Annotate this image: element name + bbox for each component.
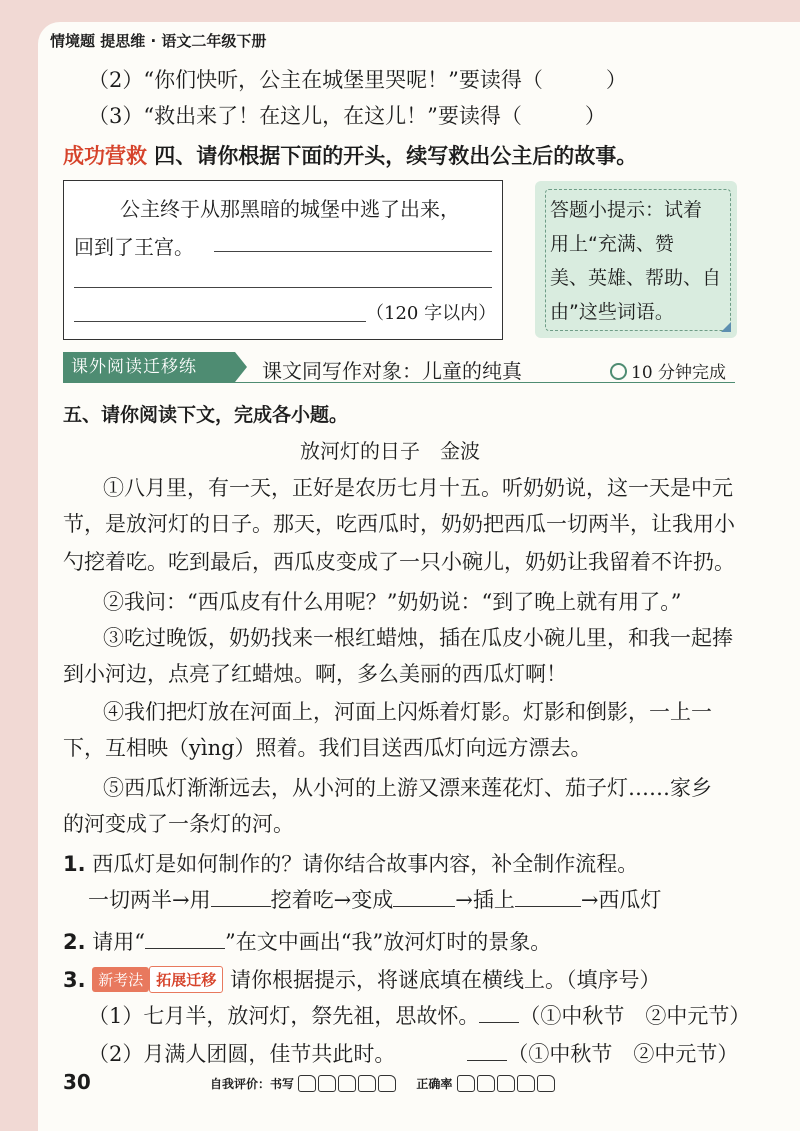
riddle-2: [88, 1038, 738, 1068]
word-limit: （120 字以内）: [366, 303, 497, 324]
passage-line: ③吃过晚饭，奶奶找来一根红蜡烛，插在瓜皮小碗儿里，和我一起捧: [103, 626, 733, 650]
timer: [610, 358, 726, 383]
passage-line: ②我问：“西瓜皮有什么用呢？”奶奶说：“到了晚上就有用了。”: [103, 590, 682, 614]
accuracy-rating[interactable]: [457, 1075, 557, 1095]
writing-line[interactable]: [74, 287, 492, 288]
tip-line-3: 美、英雄、帮助、自: [550, 267, 722, 289]
thumbs-up-icon[interactable]: [318, 1075, 336, 1092]
thumbs-up-icon[interactable]: [537, 1075, 555, 1092]
self-evaluation: [210, 1075, 557, 1095]
passage-line: 节，是放河灯的日子。那天，吃西瓜时，奶奶把西瓜一切两半，让我用小: [63, 512, 735, 536]
answer-blank[interactable]: [467, 1039, 507, 1061]
question-2: [63, 926, 551, 956]
clock-icon: [610, 363, 627, 380]
question-1-number: 1.: [63, 852, 86, 876]
q3-line-2: （2）“你们快听，公主在城堡里哭呢！”要读得（ ）: [88, 68, 627, 92]
thumbs-up-icon[interactable]: [477, 1075, 495, 1092]
extension-tag: 拓展迁移: [149, 966, 223, 993]
riddle-1-options: （①中秋节 ②中元节）: [519, 1004, 751, 1028]
question-2-number: 2.: [63, 930, 86, 954]
thumbs-up-icon[interactable]: [517, 1075, 535, 1092]
flow-step-2: 挖着吃→变成: [270, 888, 394, 912]
q3-line-3: （3）“救出来了！在这儿，在这儿！”要读得（ ）: [88, 104, 606, 128]
answer-blank[interactable]: [515, 885, 581, 907]
riddle-1-text: （1）七月半，放河灯，祭先祖，思故怀。: [88, 1004, 480, 1028]
passage-line: 勺挖着吃。吃到最后，西瓜皮变成了一只小碗儿，奶奶让我留着不许扔。: [63, 550, 735, 574]
self-eval-label: 自我评价：书写: [210, 1077, 295, 1091]
section-5-instruction: 五、请你阅读下文，完成各小题。: [63, 404, 349, 426]
accuracy-label: 正确率: [416, 1077, 453, 1091]
passage-title: 放河灯的日子 金波: [300, 439, 480, 463]
flow-step-4: →西瓜灯: [580, 888, 662, 912]
question-1-flow: [88, 884, 661, 914]
answer-blank[interactable]: [393, 885, 455, 907]
thumbs-up-icon[interactable]: [358, 1075, 376, 1092]
flow-step-1: 一切两半→用: [88, 888, 211, 912]
riddle-2-text: （2）月满人团圆，佳节共此时。: [88, 1042, 396, 1066]
page-number: 30: [63, 1070, 91, 1094]
thumbs-up-icon[interactable]: [378, 1075, 396, 1092]
banner-subtitle: 课文同写作对象：儿童的纯真: [262, 359, 522, 383]
writing-line[interactable]: [214, 251, 492, 252]
corner-triangle-icon: [721, 322, 731, 332]
banner-underline: [63, 382, 735, 383]
thumbs-up-icon[interactable]: [457, 1075, 475, 1092]
writing-box-line-2: 回到了王宫。: [74, 235, 194, 259]
thumbs-up-icon[interactable]: [298, 1075, 316, 1092]
running-header: 情境题 提思维 · 语文二年级下册: [50, 32, 267, 50]
timer-label: 10 分钟完成: [631, 363, 727, 383]
answer-blank[interactable]: [479, 1001, 519, 1023]
question-1: [63, 848, 638, 878]
thumbs-up-icon[interactable]: [497, 1075, 515, 1092]
answer-blank[interactable]: [145, 927, 225, 949]
writing-box[interactable]: [63, 180, 503, 340]
riddle-1: [88, 1000, 750, 1030]
passage-line: 下，互相映（yìng）照着。我们目送西瓜灯向远方漂去。: [63, 736, 592, 760]
writing-box-line-1: 公主终于从那黑暗的城堡中逃了出来，: [120, 197, 460, 221]
riddle-2-options: （①中秋节 ②中元节）: [507, 1042, 739, 1066]
answer-tip: [535, 181, 737, 338]
section-4-heading: [63, 140, 637, 170]
tip-line-2: 用上“充满、赞: [550, 233, 674, 255]
question-1-text: 西瓜灯是如何制作的？请你结合故事内容，补全制作流程。: [85, 852, 639, 876]
section-4-prompt: 四、请你根据下面的开头，续写救出公主后的故事。: [147, 144, 638, 168]
passage-line: ④我们把灯放在河面上，河面上闪烁着灯影。灯影和倒影，一上一: [103, 700, 712, 724]
new-method-tag: 新考法: [92, 967, 149, 992]
writing-rating[interactable]: [298, 1075, 398, 1095]
passage-line: ⑤西瓜灯渐渐远去，从小河的上游又漂来莲花灯、茄子灯……家乡: [103, 776, 712, 800]
tip-line-4: 由”这些词语。: [550, 301, 674, 323]
question-3-text: 请你根据提示，将谜底填在横线上。（填序号）: [223, 968, 661, 992]
question-3-number: 3.: [63, 968, 86, 992]
question-3: [63, 964, 661, 994]
flow-step-3: →插上: [455, 888, 515, 912]
reading-banner: 课外阅读迁移练: [63, 352, 235, 382]
writing-line[interactable]: [74, 321, 366, 322]
passage-line: ①八月里，有一天，正好是农历七月十五。听奶奶说，这一天是中元: [103, 476, 733, 500]
section-4-tag: 成功营救: [63, 144, 147, 168]
question-2-text-b: ”在文中画出“我”放河灯时的景象。: [225, 930, 552, 954]
answer-blank[interactable]: [211, 885, 271, 907]
question-2-text-a: 请用“: [85, 930, 146, 954]
thumbs-up-icon[interactable]: [338, 1075, 356, 1092]
tip-line-1: 答题小提示：试着: [550, 199, 703, 221]
passage-line: 到小河边，点亮了红蜡烛。啊，多么美丽的西瓜灯啊！: [63, 662, 567, 686]
passage-line: 的河变成了一条灯的河。: [63, 812, 294, 836]
